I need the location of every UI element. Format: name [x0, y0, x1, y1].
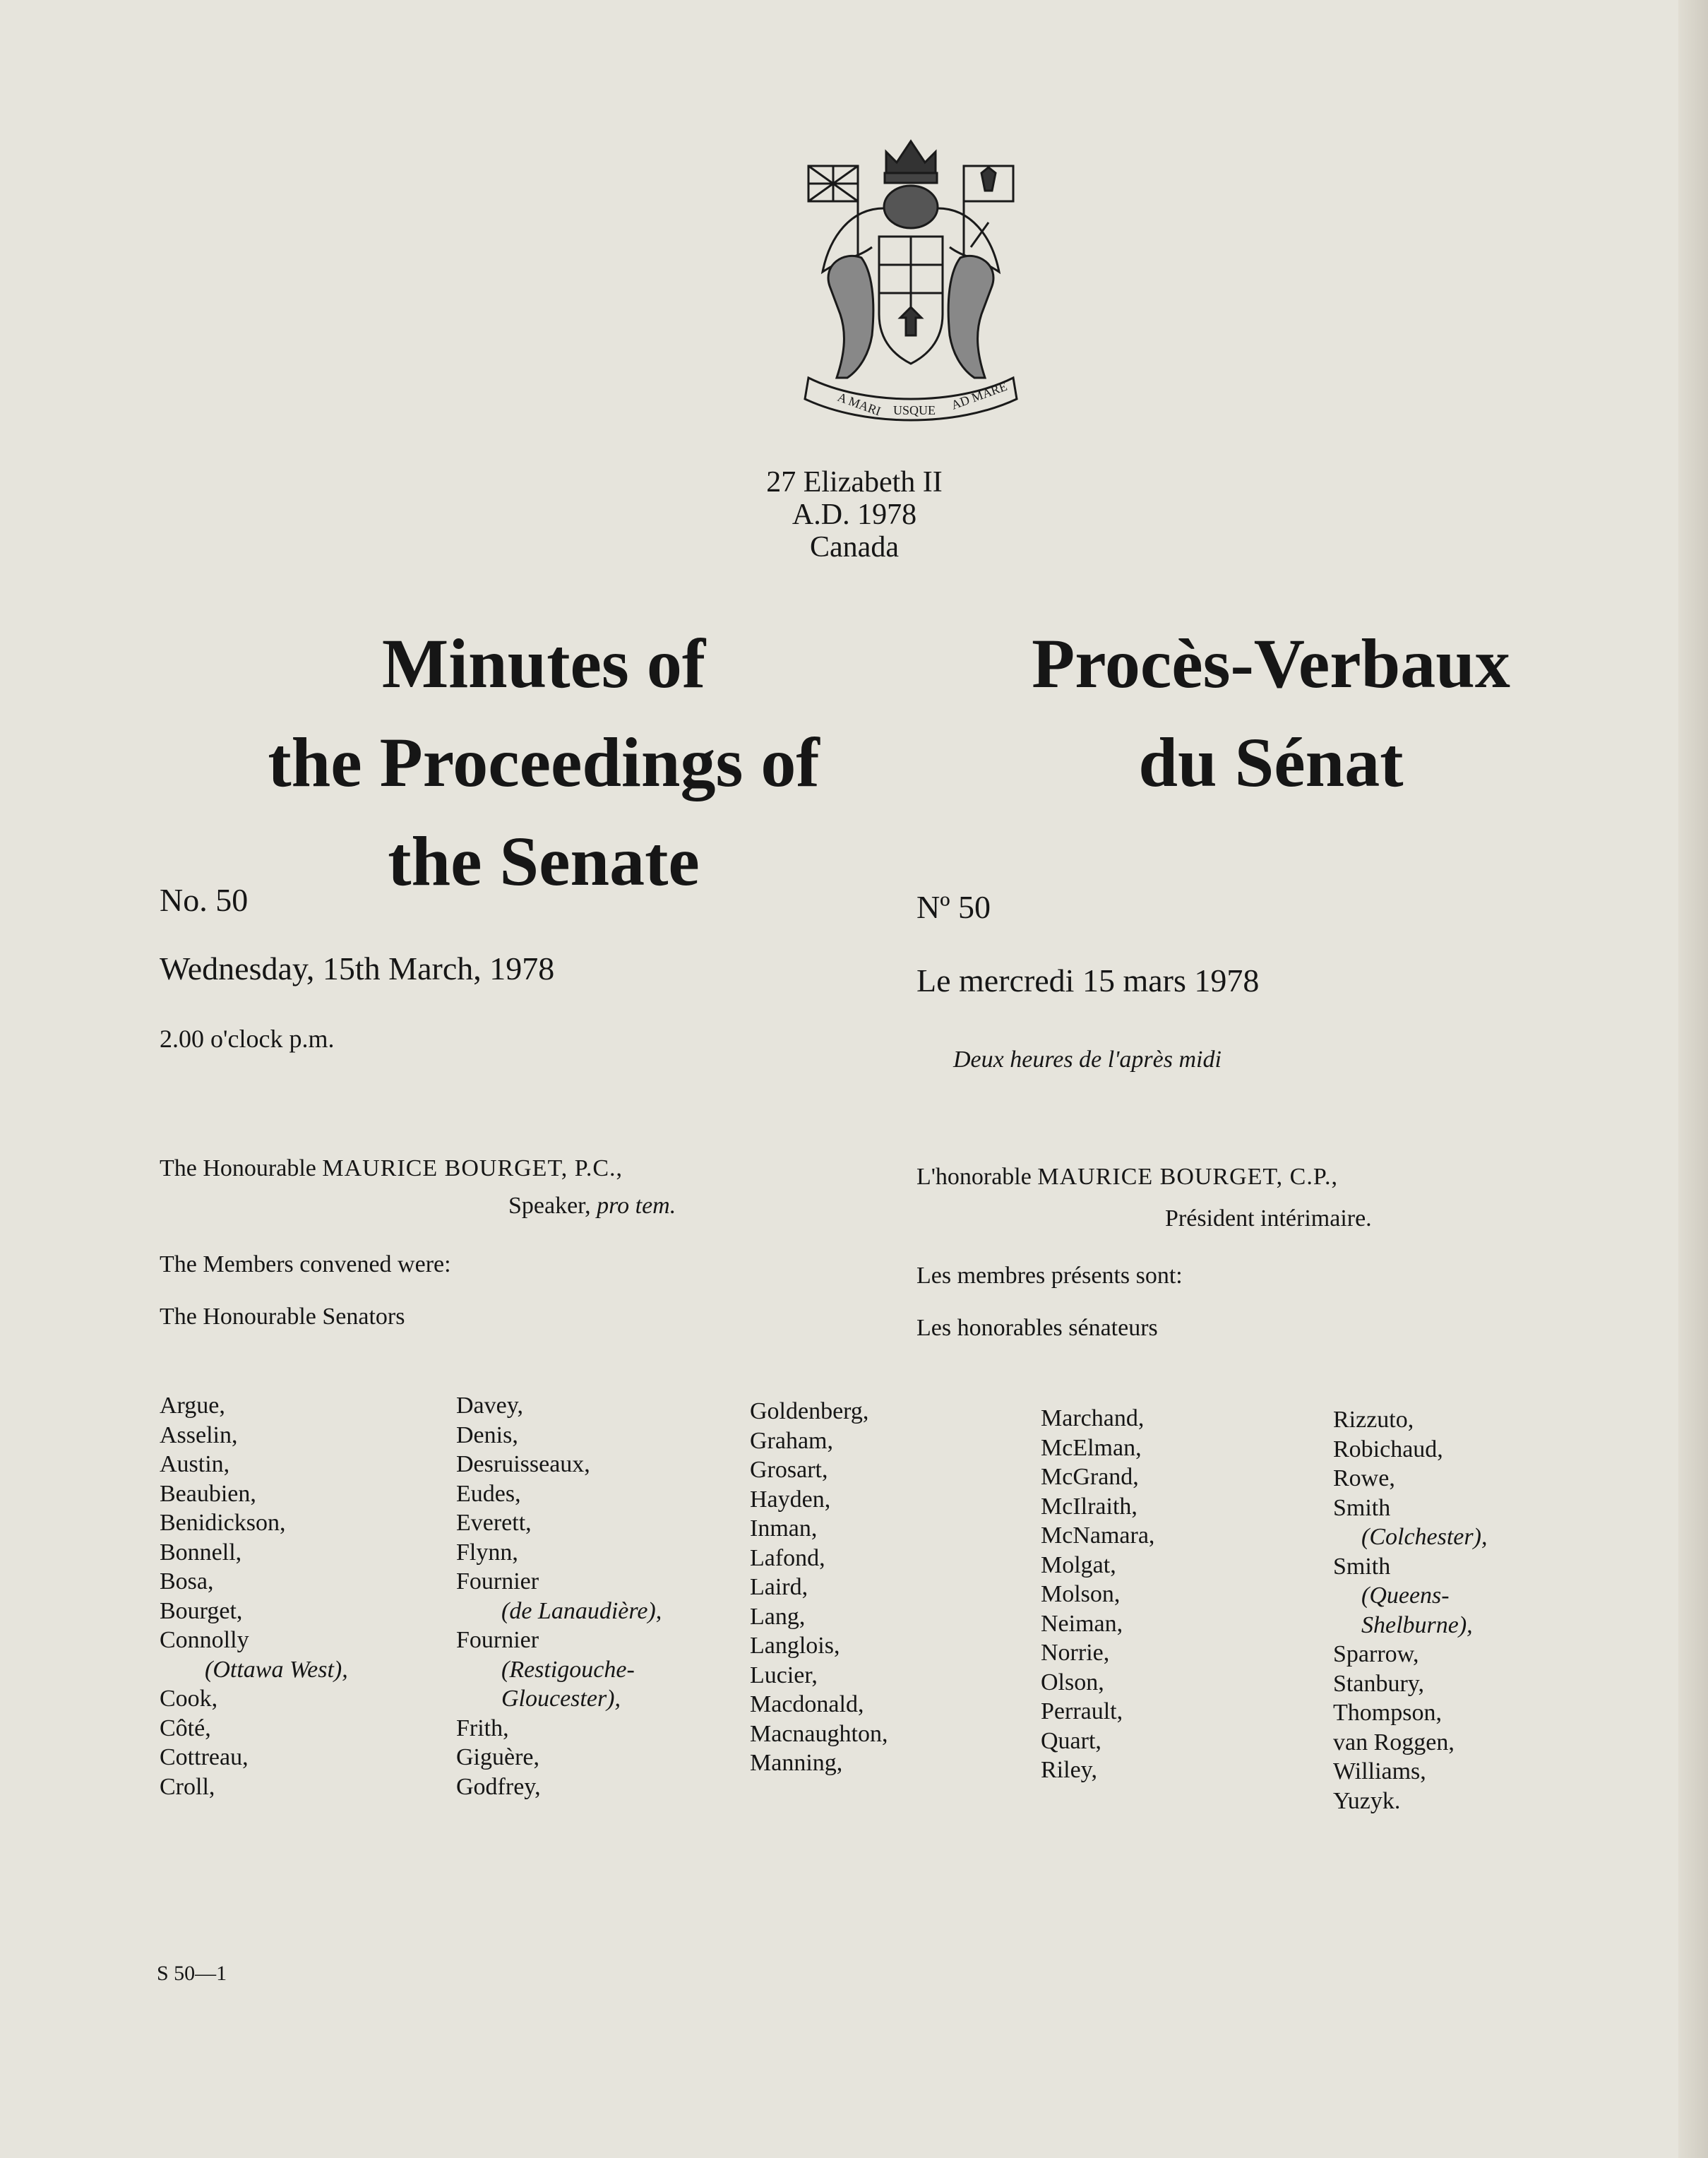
senators-column-2	[456, 1391, 662, 1801]
regnal-year	[706, 466, 1003, 564]
senator-name: Sparrow,	[1333, 1641, 1419, 1667]
senator-riding: (Restigouche-	[501, 1656, 635, 1683]
senator-name: Benidickson,	[160, 1510, 286, 1536]
senator-name: Desruisseaux,	[456, 1451, 590, 1477]
senator-name: Cook,	[160, 1686, 218, 1712]
senator-name: Smith	[1333, 1553, 1391, 1580]
title-en-line: the Senate	[388, 822, 700, 900]
senators-column-5	[1333, 1405, 1487, 1816]
senator-name: Rizzuto,	[1333, 1407, 1414, 1433]
senators-heading-english: The Honourable Senators	[160, 1304, 405, 1330]
senator-name: Langlois,	[750, 1633, 840, 1659]
title-fr-line: du Sénat	[1138, 723, 1404, 801]
speaker-prefix: L'honorable	[916, 1164, 1032, 1190]
number-english: No. 50	[160, 882, 249, 918]
senators-column-3	[750, 1397, 888, 1778]
senator-name: Argue,	[160, 1393, 225, 1419]
senator-name: Williams,	[1333, 1758, 1426, 1784]
senator-name: Molgat,	[1041, 1551, 1116, 1578]
senator-name: Graham,	[750, 1427, 834, 1454]
senators-column-4	[1041, 1404, 1154, 1785]
senator-name: Godfrey,	[456, 1773, 541, 1800]
page-folio: S 50—1	[157, 1962, 227, 1985]
senator-name: Laird,	[750, 1574, 808, 1600]
speaker-prefix: The Honourable	[160, 1155, 316, 1181]
senator-name: Rowe,	[1333, 1465, 1395, 1491]
senator-name: Austin,	[160, 1451, 230, 1477]
senator-name: McNamara,	[1041, 1522, 1155, 1549]
senator-name: Olson,	[1041, 1669, 1104, 1695]
senator-name: McGrand,	[1041, 1464, 1139, 1490]
senator-name: Giguère,	[456, 1744, 540, 1770]
senator-name: Perrault,	[1041, 1698, 1123, 1724]
senator-name: Davey,	[456, 1393, 524, 1419]
senator-name: Quart,	[1041, 1727, 1101, 1754]
speaker-name: MAURICE BOURGET, C.P.,	[1037, 1164, 1338, 1190]
members-heading-french: Les membres présents sont:	[916, 1263, 1183, 1289]
date-english: Wednesday, 15th March, 1978	[160, 950, 555, 986]
motto-center: USQUE	[893, 403, 936, 417]
speaker-role-french: Président intérimaire.	[1165, 1205, 1372, 1232]
binding-edge	[1678, 0, 1708, 2158]
time-english: 2.00 o'clock p.m.	[160, 1025, 335, 1053]
title-french	[960, 614, 1582, 812]
title-english	[191, 614, 897, 911]
senator-name: Robichaud,	[1333, 1436, 1443, 1462]
senator-name: Fournier	[456, 1627, 539, 1653]
senator-riding: (de Lanaudière),	[501, 1597, 662, 1624]
speaker-role: Speaker,	[508, 1193, 591, 1219]
title-en-line: Minutes of	[381, 624, 706, 703]
senator-name: Hayden,	[750, 1486, 831, 1513]
senator-name: Grosart,	[750, 1457, 828, 1483]
senator-name: Marchand,	[1041, 1405, 1145, 1431]
senator-name: Riley,	[1041, 1757, 1097, 1783]
coat-of-arms-icon	[780, 124, 1041, 427]
senator-name: Neiman,	[1041, 1610, 1123, 1637]
senators-heading-french: Les honorables sénateurs	[916, 1315, 1158, 1341]
motto-right: AD MARE	[949, 378, 1009, 412]
senators-column-1	[160, 1391, 348, 1801]
regnal-line-1: 27 Elizabeth II	[766, 466, 943, 499]
senator-name: Lucier,	[750, 1662, 818, 1688]
senator-name: Thompson,	[1333, 1700, 1442, 1726]
regnal-line-2: A.D. 1978	[792, 499, 917, 531]
members-heading-english: The Members convened were:	[160, 1251, 451, 1277]
senator-name: Bosa,	[160, 1568, 214, 1594]
senator-name: Stanbury,	[1333, 1670, 1425, 1697]
senator-name: Beaubien,	[160, 1480, 256, 1507]
regnal-line-3: Canada	[810, 531, 899, 564]
senator-name: Lafond,	[750, 1544, 825, 1571]
senator-name: Everett,	[456, 1510, 532, 1536]
senator-name: Cottreau,	[160, 1744, 249, 1770]
senator-name: Frith,	[456, 1715, 509, 1741]
senator-name: Macnaughton,	[750, 1720, 888, 1747]
senator-name: Connolly	[160, 1627, 249, 1653]
speaker-role-italic: pro tem.	[597, 1193, 676, 1219]
senator-name: Fournier	[456, 1568, 539, 1594]
senator-name: McIlraith,	[1041, 1493, 1137, 1520]
senator-name: Denis,	[456, 1421, 518, 1448]
title-en-line: the Proceedings of	[268, 723, 820, 801]
senator-name: Yuzyk.	[1333, 1787, 1401, 1814]
senator-riding: Gloucester),	[501, 1686, 621, 1712]
senator-name: Smith	[1333, 1494, 1391, 1521]
senator-name: Asselin,	[160, 1421, 238, 1448]
motto-left: A MARI	[835, 389, 883, 419]
senator-name: Flynn,	[456, 1539, 518, 1566]
speaker-english	[160, 1155, 623, 1182]
senator-name: Côté,	[160, 1715, 211, 1741]
title-fr-line: Procès-Verbaux	[1032, 624, 1510, 703]
senator-name: Lang,	[750, 1603, 806, 1630]
senator-riding: (Ottawa West),	[205, 1656, 348, 1683]
senator-riding: Shelburne),	[1361, 1611, 1473, 1638]
senator-name: Bourget,	[160, 1597, 243, 1624]
senator-name: Manning,	[750, 1750, 843, 1776]
senator-name: Macdonald,	[750, 1691, 864, 1717]
senator-riding: (Colchester),	[1361, 1524, 1488, 1550]
senator-name: Molson,	[1041, 1581, 1121, 1607]
speaker-french	[916, 1164, 1338, 1191]
senator-name: van Roggen,	[1333, 1729, 1455, 1755]
date-french: Le mercredi 15 mars 1978	[916, 962, 1260, 998]
senator-riding: (Queens-	[1361, 1582, 1450, 1609]
senator-name: Norrie,	[1041, 1640, 1110, 1666]
senator-name: McElman,	[1041, 1434, 1142, 1461]
senator-name: Inman,	[750, 1515, 818, 1542]
senator-name: Goldenberg,	[750, 1398, 869, 1424]
speaker-name: MAURICE BOURGET, P.C.,	[322, 1155, 623, 1181]
senator-name: Croll,	[160, 1773, 215, 1800]
senator-name: Bonnell,	[160, 1539, 242, 1566]
speaker-role-english	[508, 1193, 676, 1220]
senator-name: Eudes,	[456, 1480, 521, 1507]
time-french: Deux heures de l'après midi	[953, 1047, 1222, 1073]
number-french: Nº 50	[916, 889, 991, 925]
